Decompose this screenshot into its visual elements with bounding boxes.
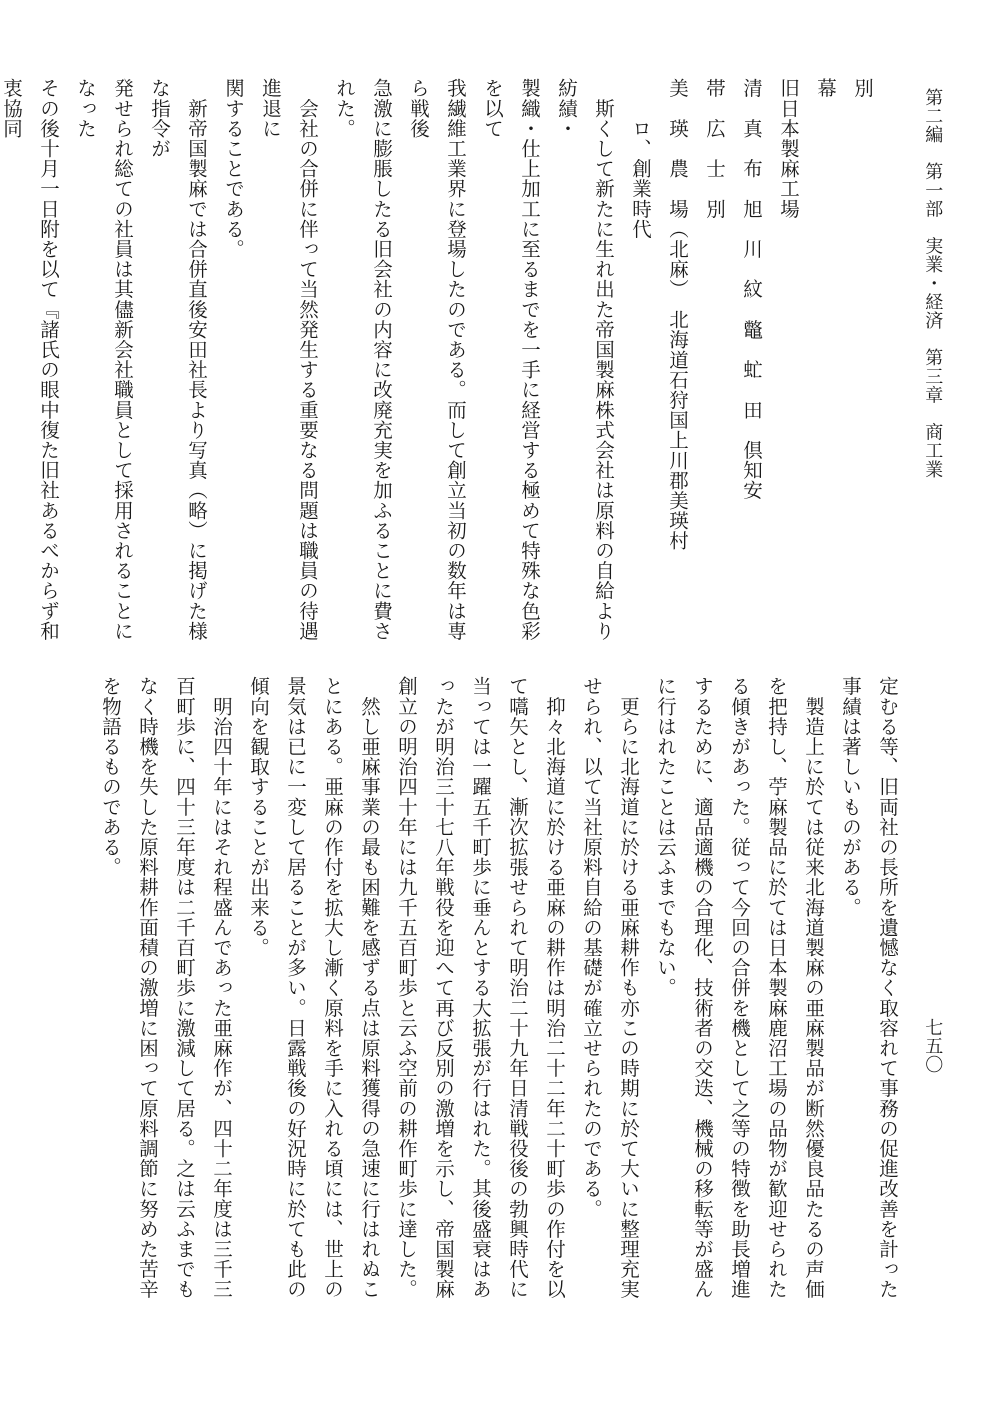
text-line: を物語るものである。: [99, 676, 122, 877]
text-line: 関することである。: [222, 78, 245, 259]
text-line: 清 真 布 旭 川 紋 鼈 虻 田 倶知安: [740, 78, 763, 501]
text-line: その後十月一日附を以て『諸氏の眼中復た旧社あるべからず和衷協同: [0, 78, 60, 641]
text-line: 幕: [814, 78, 837, 99]
text-line: 明治四十年にはそれ程盛んであった亜麻作が、四十二年度は三千三: [210, 676, 233, 1300]
text-line: を把持し、苧麻製品に於ては日本製麻鹿沼工場の品物が歓迎せられた: [765, 676, 788, 1300]
text-line: するために、適品適機の合理化、技術者の交迭、機械の移転等が盛ん: [691, 676, 714, 1300]
text-line: とにある。亜麻の作付を拡大し漸く原料を手に入れる頃には、世上の: [321, 676, 344, 1300]
upper-text-block: [0, 78, 881, 644]
text-line: 旧日本製麻工場: [777, 78, 800, 219]
text-line: ったが明治三十七八年戦役を迎へて再び反別の激増を示し、帝国製麻: [432, 676, 455, 1300]
lower-text-block: [96, 676, 906, 1306]
text-line: 会社の合併に伴って当然発生する重要なる問題は職員の待遇進退に: [259, 78, 319, 641]
text-line: せられ、以て当社原料自給の基礎が確立せられたのである。: [580, 676, 603, 1219]
text-line: 別: [851, 78, 874, 99]
text-line: 急激に膨脹したる旧会社の内容に改廃充実を加ふることに費された。: [333, 78, 393, 641]
text-line: 傾向を観取することが出来る。: [247, 676, 270, 958]
text-line: 然し亜麻事業の最も困難を感ずる点は原料獲得の急速に行はれぬこ: [358, 676, 381, 1300]
text-line: 帯 広 士 別: [703, 78, 726, 219]
text-line: 創立の明治四十年には九千五百町歩と云ふ空前の耕作町歩に達した。: [395, 676, 418, 1300]
text-line: なく時機を失した原料耕作面積の激増に困って原料調節に努めた苦辛: [136, 676, 159, 1300]
running-header: 第二編 第一部 実業・経済 第三章 商工業: [922, 88, 944, 479]
text-line: 我繊維工業界に登場したのである。而して創立当初の数年は専ら戦後: [407, 78, 467, 641]
text-line: る傾きがあった。従って今回の合併を機として之等の特徴を助長増進: [728, 676, 751, 1300]
text-line: に行はれたことは云ふまでもない。: [654, 676, 677, 998]
text-line: 製造上に於ては従来北海道製麻の亜麻製品が断然優良品たるの声価: [802, 676, 825, 1300]
text-line: 新帝国製麻では合併直後安田社長より写真（略）に掲げた様な指令が: [148, 78, 208, 641]
page-number: 七五〇: [922, 1018, 944, 1074]
text-line: 定むる等、旧両社の長所を遺憾なく取容れて事務の促進改善を計った: [876, 676, 899, 1300]
text-line: 製織・仕上加工に至るまでを一手に経営する極めて特殊な色彩を以て: [481, 78, 541, 641]
text-line: 斯くして新たに生れ出た帝国製麻株式会社は原料の自給より紡績・: [555, 78, 615, 641]
text-line: て嚆矢とし、漸次拡張せられて明治二十九年日清戦役後の勃興時代に: [506, 676, 529, 1300]
section-heading: ロ、創業時代: [629, 78, 652, 239]
text-line: 景気は已に一変して居ることが多い。日露戦後の好況時に於ても此の: [284, 676, 307, 1300]
text-line: 発せられ総ての社員は其儘新会社職員として採用されることになった: [74, 78, 134, 641]
text-line: 抑々北海道に於ける亜麻の耕作は明治二十二年二十町歩の作付を以: [543, 676, 566, 1300]
text-line: 百町歩に、四十三年度は二千百町歩に激減して居る。之は云ふまでも: [173, 676, 196, 1300]
text-line: 当っては一躍五千町歩に垂んとする大拡張が行はれた。其後盛衰はあ: [469, 676, 492, 1300]
text-line: 事績は著しいものがある。: [839, 676, 862, 918]
text-line: 更らに北海道に於ける亜麻耕作も亦この時期に於て大いに整理充実: [617, 676, 640, 1300]
text-line: 美 瑛 農 場（北麻） 北海道石狩国上川郡美瑛村: [666, 78, 689, 551]
